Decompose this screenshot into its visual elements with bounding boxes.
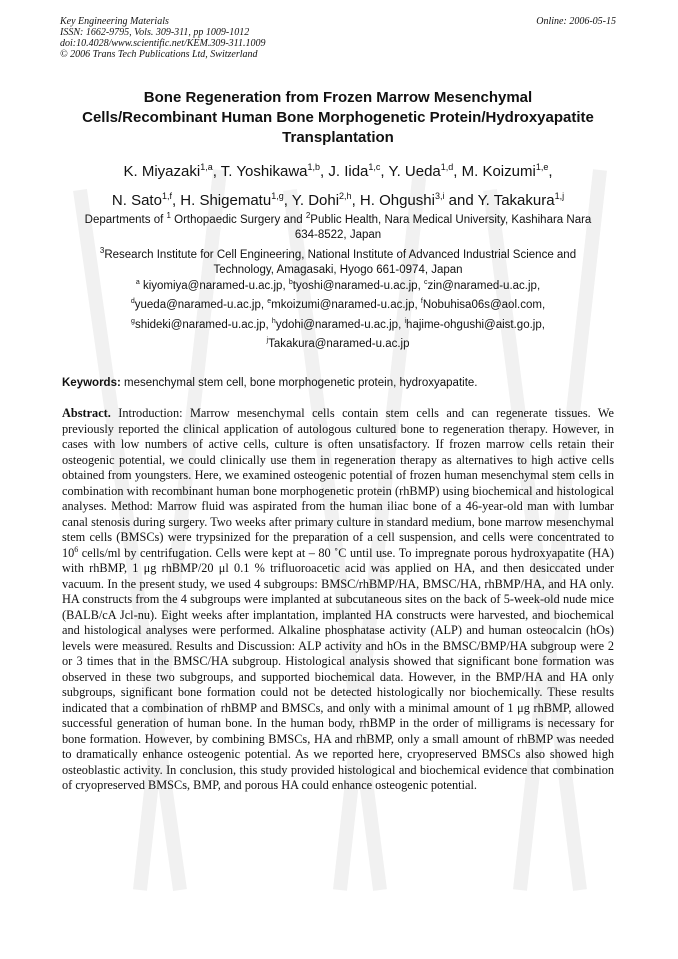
email-sep: ,	[414, 299, 421, 312]
author-name: M. Koizumi	[461, 163, 536, 180]
author-affil: 2,h	[339, 191, 352, 201]
author-name: H. Ohgushi	[359, 192, 435, 209]
email-sep: ,	[417, 279, 424, 292]
affil-sup: 1	[166, 211, 171, 220]
journal-header	[60, 16, 616, 60]
affil-text: Research Institute for Cell Engineering, National Institute of Advanced Industrial Science and	[104, 248, 577, 261]
email-link[interactable]: Takakura@naramed-u.ac.jp	[268, 337, 410, 350]
author-affil: 1,e	[535, 162, 549, 172]
author-sep: ,	[380, 163, 389, 180]
email-line-4	[60, 333, 616, 352]
email-link[interactable]: zin@naramed-u.ac.jp	[427, 279, 537, 292]
journal-issn: ISSN: 1662-9795, Vols. 309-311, pp 1009-1012	[60, 27, 250, 38]
email-sep: ,	[265, 318, 272, 331]
email-line-2	[60, 294, 616, 313]
email-sup: f	[420, 298, 423, 306]
email-link[interactable]: hajime-ohgushi@aist.go.jp	[406, 318, 542, 331]
author-name: T. Yoshikawa	[220, 163, 308, 180]
author-affil: 1,c	[368, 162, 381, 172]
email-line-1	[60, 275, 616, 294]
email-link[interactable]: yueda@naramed-u.ac.jp	[134, 299, 261, 312]
email-sup: b	[288, 279, 293, 286]
author-affil: 1,j	[554, 191, 565, 201]
abstract-text-2: cells/ml by centrifugation. Cells were kept at – 80 ˚C until use. To impregnate porous hydroxyapatite (HA) with rhBMP, 1 μg rhBMP/20 μl 0.1 % trifluoroacetic acid was applied on HA, and then desiccated under vacuum. In the present study, we used 4 subgroups: BMSC/rhBMP/HA, BMSC/HA, rhBMP/HA, and HA only. HA constructs from the 4 subgroups were implanted at subcutaneous sites on the back of 5-week-old nude mice (BALB/cA Jcl-nu). Eight weeks after implantation, implanted HA constructs were harvested, and biochemical and histological analyses were performed. Alkaline phosphatase activity (ALP) and human osteocalcin (hOs) levels were measured. Results and Discussion: ALP activity and hOs in the BMSC/BMP/HA subgroup were 2 or 3 times that in the BMSC/HA subgroup. Histological analysis showed that significant bone formation was observed in these two subgroups, and supported biochemical data. However, in the BMP/HA and HA only subgroups, significant bone formation could not be detected histologically nor biochemically. These results indicated that a combination of rhBMP and BMSCs, and only with a minimal amount of 1 μg rhBMP, allowed successful generation of human bone. In the human body, rhBMP in the order of milligrams is necessary for bone formation. However, by combining BMSCs, HA and rhBMP, only a small amount of rhBMP was needed to dramatically enhance osteogenic potential. As we reported here, cryopreserved BMSCs also showed high osteoblastic activity. In conclusion, this study provided histological and biochemical evidence that combination of cryopreserved BMSCs, BMP, and porous HA could enhance osteogenic potential.	[62, 545, 614, 792]
email-link[interactable]: tyoshi@naramed-u.ac.jp	[292, 279, 418, 292]
title-line-2: Cells/Recombinant Human Bone Morphogenetic Protein/Hydroxyapatite	[82, 109, 594, 126]
email-sup: h	[271, 317, 276, 325]
email-sep: ,	[398, 318, 405, 331]
affiliation-2-line-2: Technology, Amagasaki, Hyogo 661-0974, Japan	[213, 263, 463, 276]
email-link[interactable]: kiyomiya@naramed-u.ac.jp	[139, 279, 283, 292]
author-name: K. Miyazaki	[123, 163, 201, 180]
abstract-sup: 6	[74, 544, 79, 554]
author-sep: ,	[453, 163, 462, 180]
affiliations	[60, 208, 616, 278]
email-sup: c	[423, 279, 428, 286]
author-sep: ,	[283, 192, 292, 209]
email-sep: ,	[541, 318, 545, 331]
email-sup: i	[404, 317, 407, 325]
email-sep: ,	[260, 299, 268, 312]
author-affil: 1,d	[440, 162, 454, 172]
journal-name: Key Engineering Materials	[60, 16, 169, 27]
author-affil: 1,a	[200, 162, 213, 172]
keywords	[62, 377, 618, 389]
author-affil: 1,f	[161, 191, 172, 201]
affiliation-1-line-2: 634-8522, Japan	[294, 228, 382, 241]
email-sup: g	[131, 317, 135, 325]
author-sep: and	[444, 192, 478, 209]
email-link[interactable]: shideki@naramed-u.ac.jp	[134, 318, 266, 331]
email-sup: a	[135, 279, 140, 286]
email-sep: ,	[541, 299, 546, 312]
title-line-3: Transplantation	[282, 129, 394, 146]
abstract-label: Abstract.	[62, 406, 111, 420]
author-name: Y. Takakura	[477, 192, 555, 209]
email-line-3	[60, 314, 616, 333]
abstract-text-1: Introduction: Marrow mesenchymal cells contain stem cells and can regenerate tissues. We previously reported the clinical application of autologous cultured bone to regeneration therapy. However, in cases with low numbers of active cells, culture is often unsatisfactory. If frozen marrow cells retain their osteogenic potential, we could clinically use them in regeneration therapy as alternatives to high active cells obtained from youngsters. Here, we examined osteogenic potential of frozen human mesenchymal stem cells in combination with recombinant human bone morphogenetic protein (rhBMP) using biochemical and histological analyses. Method: Marrow fluid was aspirated from the human iliac bone of a 46-year-old man with lumbar canal stenosis during surgery. Two weeks after primary culture in standard medium, bone marrow mesenchymal stem cells (BMSCs) were trypsinized for the preparation of a cell suspension, and cells were concentrated to 10	[62, 406, 614, 560]
author-sep: ,	[171, 192, 181, 209]
author-name: H. Shigematu	[180, 192, 272, 209]
affil-text: Public Health, Nara Medical University, Kashihara Nara	[310, 213, 592, 226]
email-sup: d	[130, 298, 135, 306]
abstract	[62, 406, 614, 794]
paper-title	[60, 88, 616, 148]
author-list	[60, 155, 616, 213]
author-sep: ,	[212, 163, 221, 180]
journal-copyright: © 2006 Trans Tech Publications Ltd, Switzerland	[60, 49, 258, 60]
author-name: Y. Ueda	[388, 163, 441, 180]
email-sep: ,	[282, 279, 289, 292]
author-sep: ,	[320, 163, 329, 180]
author-name: Y. Dohi	[291, 192, 340, 209]
author-affil: 1,b	[307, 162, 321, 172]
email-sep: ,	[536, 279, 541, 292]
title-line-1: Bone Regeneration from Frozen Marrow Mesenchymal	[143, 89, 533, 106]
author-sep: ,	[351, 192, 360, 209]
author-affil: 1,g	[271, 191, 284, 201]
author-name: N. Sato	[111, 192, 162, 209]
affil-sup: 3	[99, 245, 105, 255]
author-affil: 3,i	[434, 191, 445, 201]
affil-text: Departments of	[84, 213, 167, 226]
email-sup: j	[266, 336, 269, 344]
affiliation-2	[60, 243, 616, 263]
author-name: J. Iida	[328, 163, 369, 180]
affil-text: Orthopaedic Surgery and	[170, 213, 306, 226]
email-link[interactable]: Nobuhisa06s@aol.com	[422, 299, 542, 312]
affiliation-1	[60, 208, 616, 228]
journal-doi: doi:10.4028/www.scientific.net/KEM.309-311.1009	[60, 38, 266, 49]
affil-sup: 2	[305, 211, 311, 220]
author-line-1	[60, 155, 616, 184]
keywords-label: Keywords:	[62, 377, 121, 389]
email-list	[60, 275, 616, 352]
author-sep: ,	[548, 163, 553, 180]
email-sup: e	[267, 298, 272, 306]
online-date: Online: 2006-05-15	[536, 16, 616, 27]
email-link[interactable]: ydohi@naramed-u.ac.jp	[275, 318, 399, 331]
keywords-text: mesenchymal stem cell, bone morphogenetic protein, hydroxyapatite.	[120, 377, 478, 389]
email-link[interactable]: mkoizumi@naramed-u.ac.jp	[271, 299, 415, 312]
